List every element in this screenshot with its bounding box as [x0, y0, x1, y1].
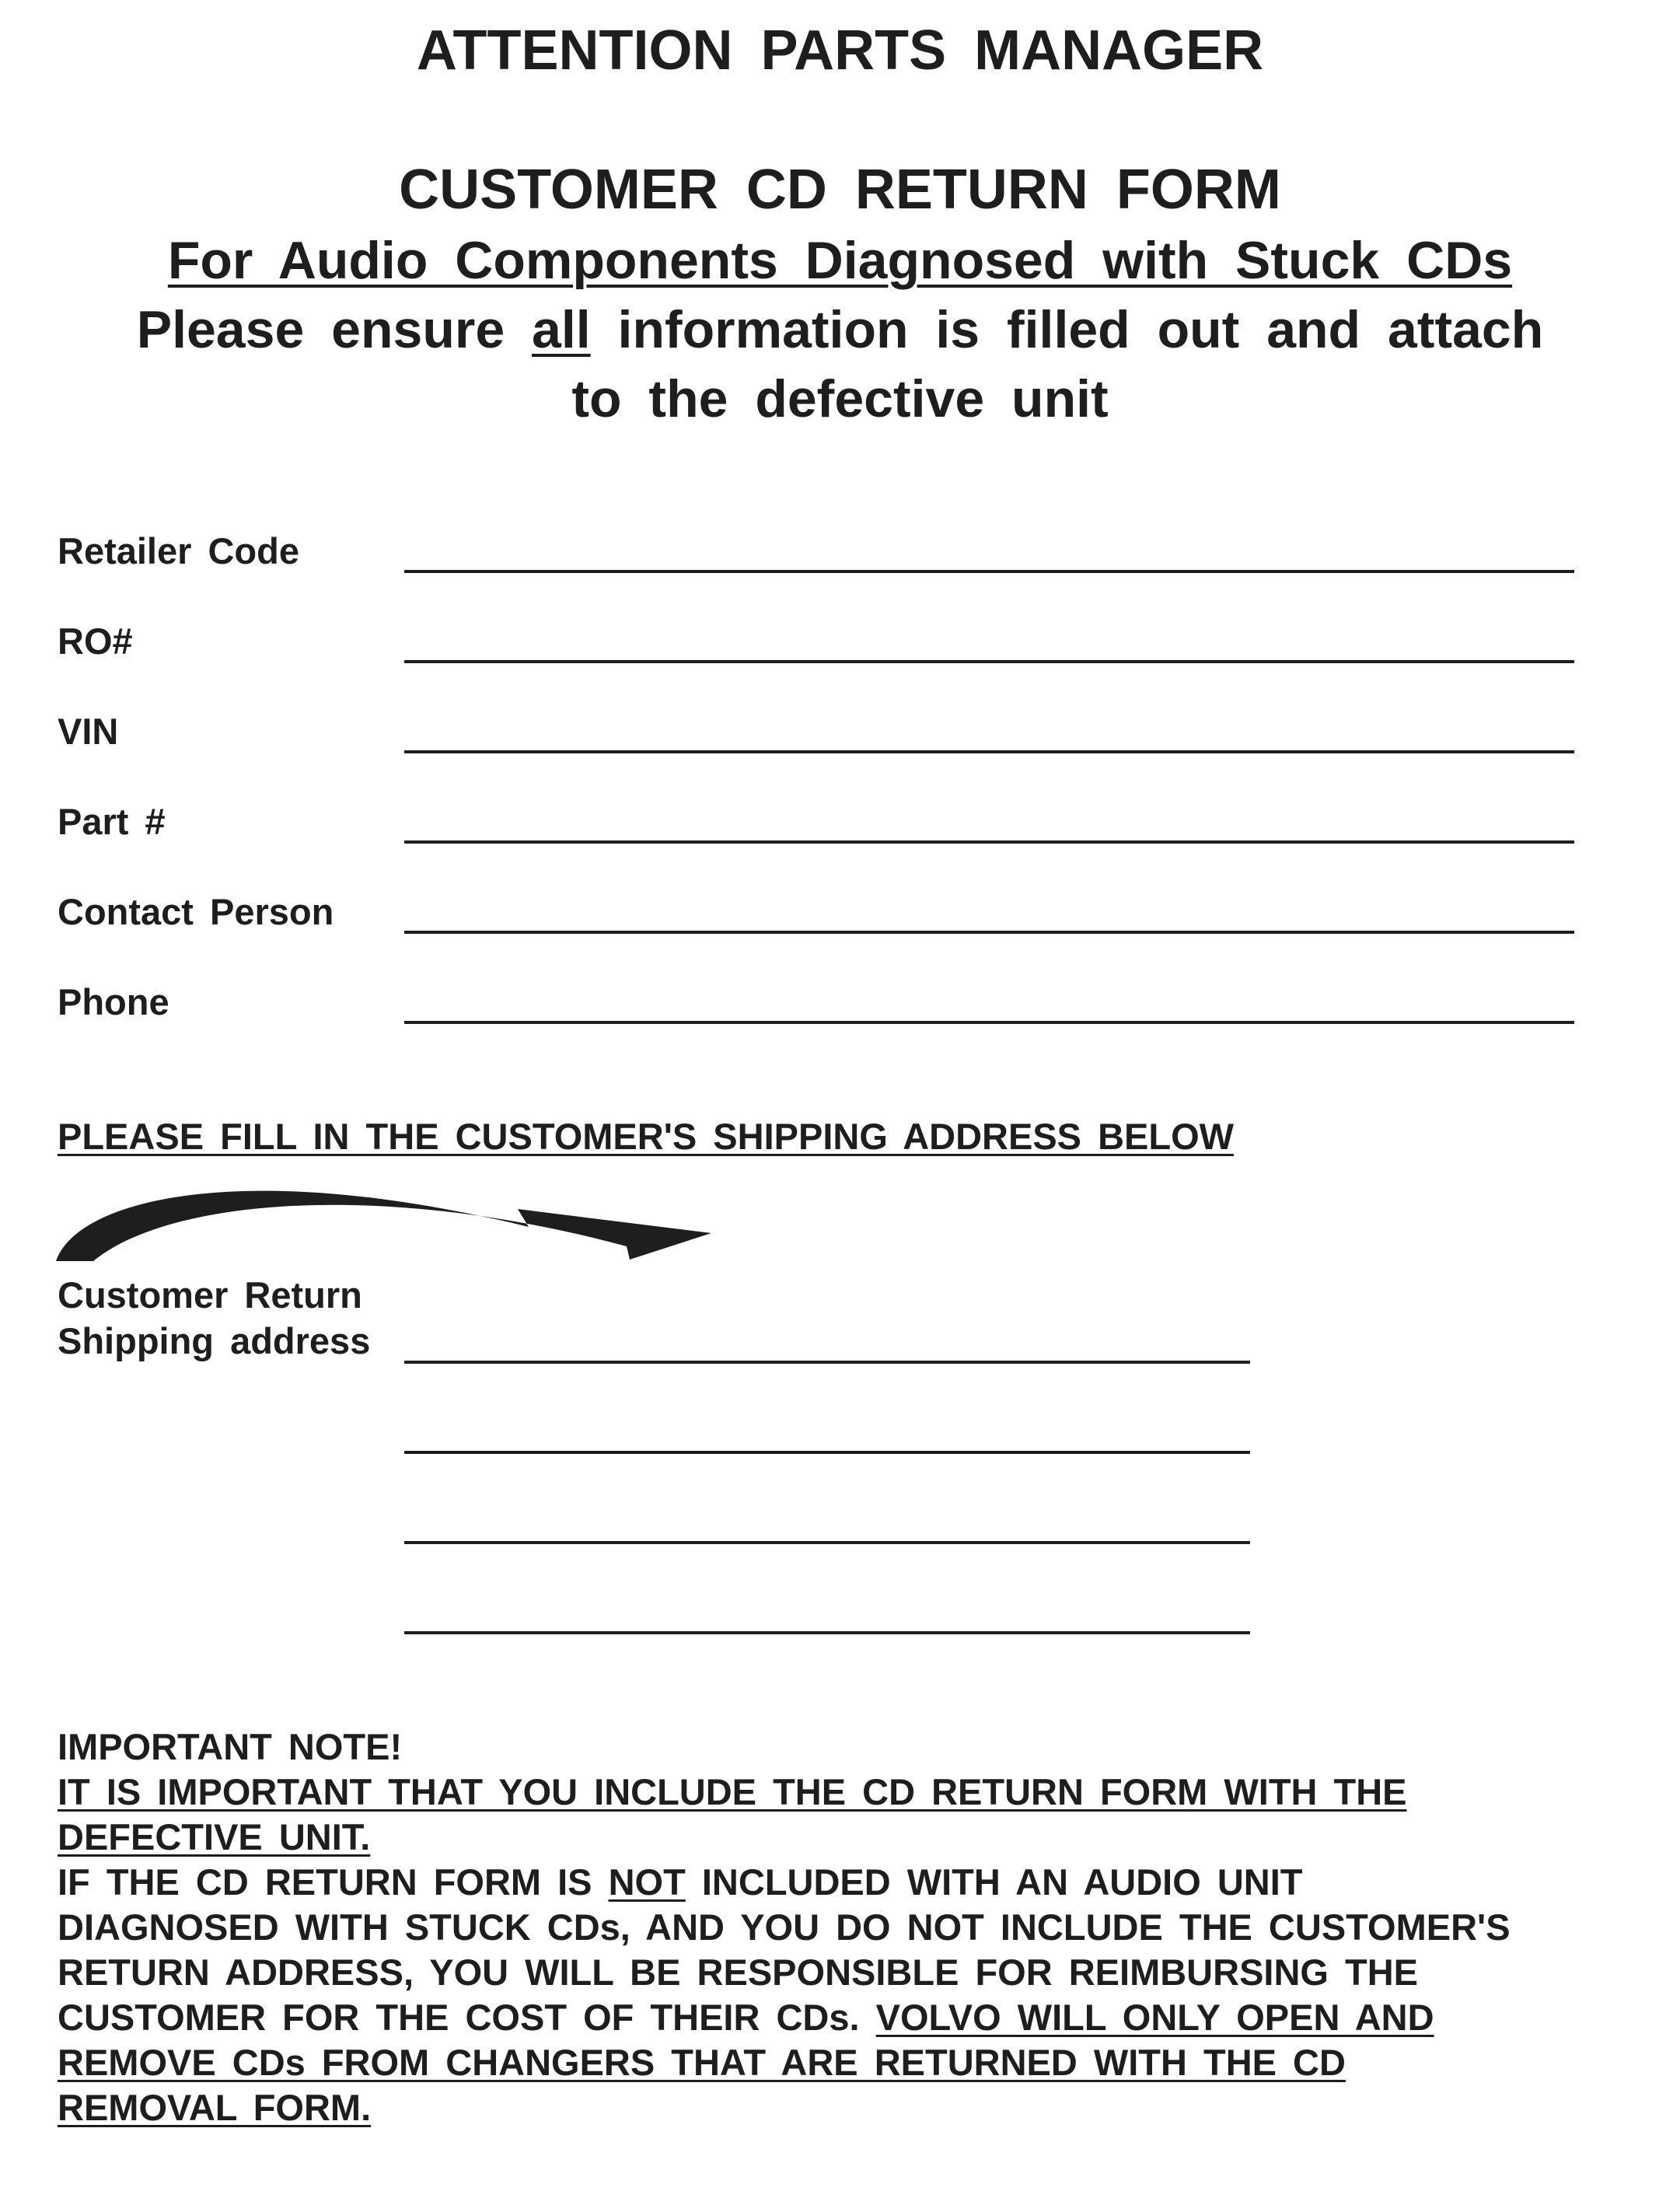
field-label-part-number: Part #: [58, 801, 166, 842]
note-line-7: [58, 2040, 1511, 2085]
note-line-4: DIAGNOSED WITH STUCK CDs, AND YOU DO NOT INCLUDE THE CUSTOMER'S: [58, 1906, 1511, 1948]
instruction-emphasis: all: [532, 300, 591, 359]
instruction-pre: Please ensure: [136, 300, 533, 359]
note-line-6-underlined: VOLVO WILL ONLY OPEN AND: [875, 1997, 1434, 2038]
note-line-8-text: REMOVAL FORM.: [58, 2087, 372, 2128]
note-line-6: [58, 1995, 1511, 2040]
note-title: IMPORTANT NOTE!: [58, 1726, 403, 1767]
note-line-5: RETURN ADDRESS, YOU WILL BE RESPONSIBLE FOR REIMBURSING THE: [58, 1952, 1419, 1993]
note-line-1-text: IT IS IMPORTANT THAT YOU INCLUDE THE CD RETURN FORM WITH THE: [58, 1771, 1407, 1812]
shipping-label-line-2: Shipping address: [58, 1320, 371, 1361]
field-label-retailer-code: Retailer Code: [58, 530, 299, 571]
instruction-line-2: to the defective unit: [571, 369, 1109, 428]
field-label-contact-person: Contact Person: [58, 891, 334, 932]
field-line-part-number[interactable]: [404, 840, 1574, 844]
address-line-3[interactable]: [404, 1541, 1250, 1544]
note-line-7-text: REMOVE CDs FROM CHANGERS THAT ARE RETURNED WITH THE CD: [58, 2042, 1346, 2083]
field-label-phone: Phone: [58, 981, 169, 1022]
note-line-3-pre: IF THE CD RETURN FORM IS: [58, 1861, 609, 1903]
note-line-1: [58, 1770, 1511, 1815]
note-line-2-text: DEFECTIVE UNIT.: [58, 1816, 371, 1857]
field-line-retailer-code[interactable]: [404, 570, 1574, 573]
note-line-3-not: NOT: [608, 1861, 686, 1903]
form-title: CUSTOMER CD RETURN FORM: [399, 159, 1281, 221]
instruction-post: information is filled out and attach: [590, 300, 1544, 359]
address-line-2[interactable]: [404, 1451, 1250, 1454]
attention-heading: ATTENTION PARTS MANAGER: [416, 19, 1264, 82]
note-line-3: [58, 1860, 1511, 1905]
curved-arrow-right-icon: [54, 1166, 723, 1267]
field-line-phone[interactable]: [404, 1021, 1574, 1024]
note-line-2: [58, 1815, 1511, 1860]
field-label-ro-number: RO#: [58, 620, 133, 662]
note-line-3-post: INCLUDED WITH AN AUDIO UNIT: [685, 1861, 1303, 1903]
address-line-4[interactable]: [404, 1631, 1250, 1634]
shipping-heading: [58, 1115, 1234, 1158]
form-subtitle-text: For Audio Components Diagnosed with Stuck CDs: [167, 231, 1513, 290]
instruction-line-1: [0, 299, 1680, 360]
note-line-6-pre: CUSTOMER FOR THE COST OF THEIR CDs.: [58, 1997, 876, 2038]
note-line-8: [58, 2085, 1511, 2130]
shipping-heading-text: PLEASE FILL IN THE CUSTOMER'S SHIPPING ADDRESS BELOW: [58, 1116, 1234, 1157]
field-label-vin: VIN: [58, 711, 119, 752]
field-line-ro-number[interactable]: [404, 660, 1574, 663]
important-note: [58, 1725, 1511, 2130]
field-line-vin[interactable]: [404, 750, 1574, 753]
field-line-contact-person[interactable]: [404, 931, 1574, 934]
form-subtitle: [0, 230, 1680, 291]
address-line-1[interactable]: [404, 1361, 1250, 1364]
shipping-label-line-1: Customer Return: [58, 1274, 362, 1316]
